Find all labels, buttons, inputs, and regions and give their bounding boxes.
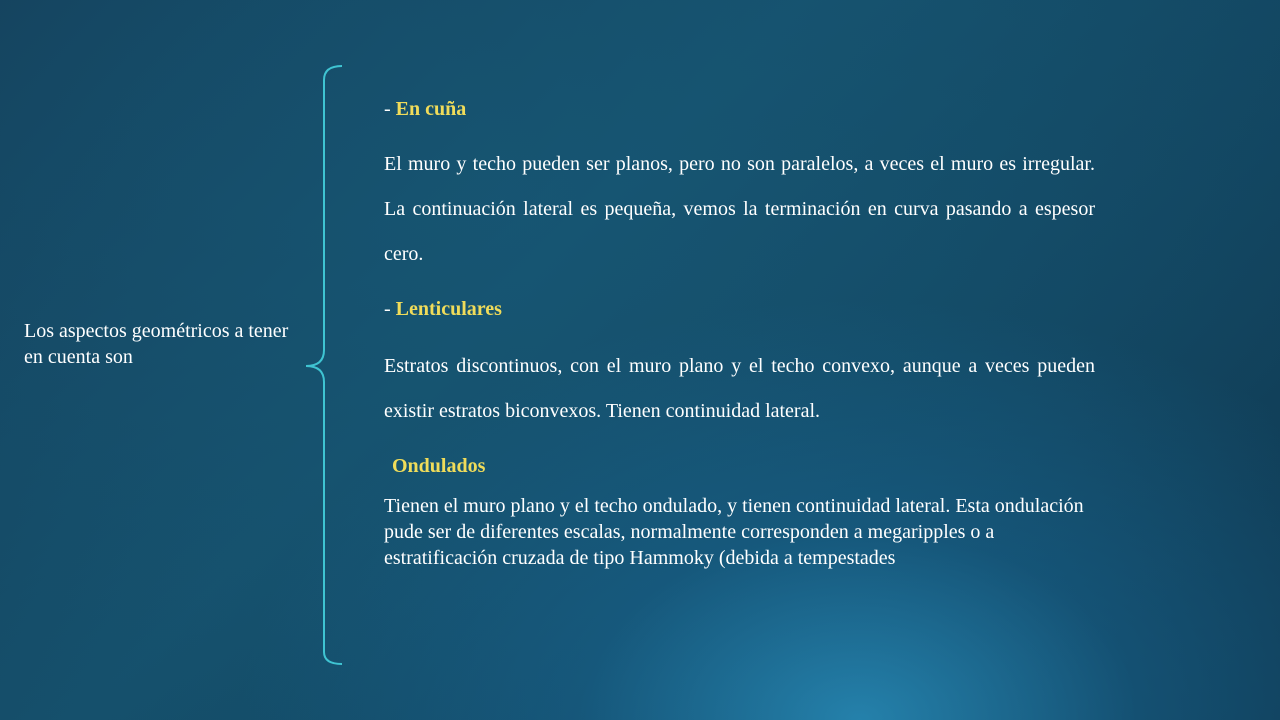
- curly-brace-divider: [300, 60, 350, 670]
- heading-highlight: Ondulados: [392, 455, 486, 477]
- content-area: [384, 90, 1095, 571]
- heading-highlight: Lenticulares: [395, 298, 502, 320]
- heading-highlight: En cuña: [395, 98, 467, 120]
- section-heading-en-cuna: - En cuña: [384, 98, 467, 120]
- section-heading-lenticulares: - Lenticulares: [384, 298, 502, 320]
- intro-label: Los aspectos geométricos a tener en cuenta son: [24, 320, 289, 368]
- section-text-en-cuna: El muro y techo pueden ser planos, pero no son paralelos, a veces el muro es irregular. La continuación lateral es pequeña, vemos la terminación en curva pasando a espesor cero.: [384, 153, 1095, 265]
- section-text-lenticulares: Estratos discontinuos, con el muro plano y el techo convexo, aunque a veces pueden existir estratos biconvexos. Tienen continuidad lateral.: [384, 355, 1095, 422]
- section-heading-ondulados: [384, 453, 1095, 479]
- section-text-ondulados: Tienen el muro plano y el techo ondulado, y tienen continuidad lateral. Esta ondulación pude ser de diferentes escalas, normalmente corresponden a megaripples o a estratificación cruzada de tipo Hammoky (debida a tempestades: [384, 495, 1084, 569]
